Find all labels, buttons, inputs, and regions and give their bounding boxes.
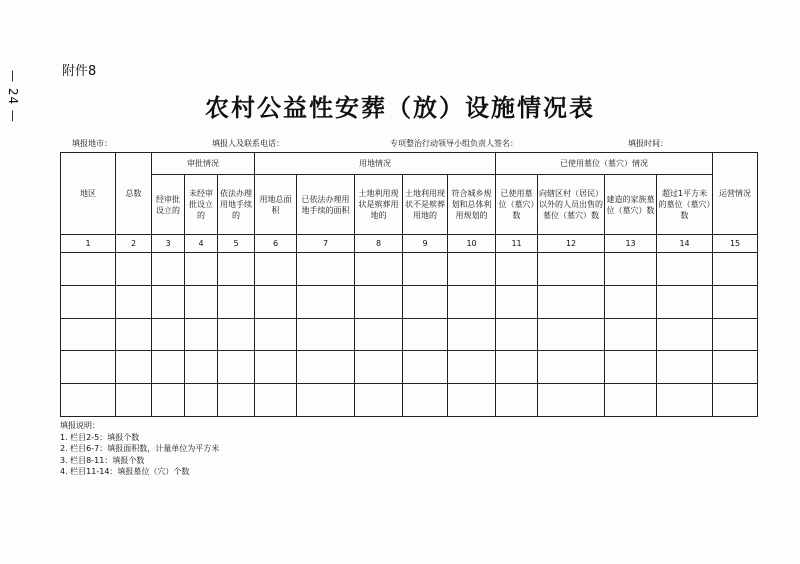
table-cell[interactable] [255, 253, 297, 286]
table-cell[interactable] [448, 253, 496, 286]
note-item: 4. 栏目11-14：填报墓位（穴）个数 [60, 467, 190, 476]
table-cell[interactable] [218, 351, 255, 384]
table-cell[interactable] [538, 351, 605, 384]
column-number-row [61, 235, 758, 253]
col-number: 5 [218, 235, 255, 253]
table-row [61, 351, 758, 384]
table-cell[interactable] [605, 318, 657, 351]
table-cell[interactable] [657, 285, 713, 318]
header-approval-group: 审批情况 [152, 153, 255, 175]
table-cell[interactable] [152, 351, 185, 384]
col-number: 6 [255, 235, 297, 253]
table-cell[interactable] [185, 351, 218, 384]
table-cell[interactable] [403, 253, 448, 286]
table-cell[interactable] [61, 351, 116, 384]
notes-title: 填报说明： [60, 421, 100, 430]
header-operation: 运营情况 [713, 153, 758, 235]
table-cell[interactable] [255, 384, 297, 417]
header-col-13: 建造的家族墓位（墓穴）数 [605, 175, 657, 235]
col-number: 8 [355, 235, 403, 253]
col-number: 2 [116, 235, 152, 253]
fill-in-fields [0, 138, 800, 152]
table-cell[interactable] [496, 384, 538, 417]
table-cell[interactable] [61, 253, 116, 286]
table-cell[interactable] [496, 253, 538, 286]
table-cell[interactable] [448, 318, 496, 351]
header-col-8: 土地利用现状是殡葬用地的 [355, 175, 403, 235]
table-cell[interactable] [657, 253, 713, 286]
table-cell[interactable] [448, 351, 496, 384]
table-cell[interactable] [713, 318, 758, 351]
header-col-12: 向辖区村（居民）以外的人员出售的墓位（墓穴）数 [538, 175, 605, 235]
table-cell[interactable] [355, 351, 403, 384]
header-col-6: 用地总面积 [255, 175, 297, 235]
table-cell[interactable] [297, 351, 355, 384]
fill-leader-label: 专项整治行动领导小组负责人签名： [390, 139, 518, 148]
header-col-4: 未经审批设立的 [185, 175, 218, 235]
table-cell[interactable] [657, 384, 713, 417]
table-cell[interactable] [403, 384, 448, 417]
header-used-group: 已使用墓位（墓穴）情况 [496, 153, 713, 175]
table-row [61, 285, 758, 318]
col-number: 10 [448, 235, 496, 253]
table-cell[interactable] [218, 384, 255, 417]
table-cell[interactable] [355, 285, 403, 318]
table-cell[interactable] [605, 351, 657, 384]
col-number: 1 [61, 235, 116, 253]
document-title: 农村公益性安葬（放）设施情况表 [205, 93, 595, 122]
table-cell[interactable] [605, 253, 657, 286]
col-number: 11 [496, 235, 538, 253]
page-number: — 24 — [6, 70, 20, 123]
table-cell[interactable] [496, 285, 538, 318]
table-cell[interactable] [116, 351, 152, 384]
table-cell[interactable] [355, 253, 403, 286]
table-cell[interactable] [61, 384, 116, 417]
table-cell[interactable] [185, 318, 218, 351]
table-cell[interactable] [255, 285, 297, 318]
table-cell[interactable] [152, 253, 185, 286]
table-cell[interactable] [218, 285, 255, 318]
header-land-group: 用地情况 [255, 153, 496, 175]
header-total: 总数 [116, 153, 152, 235]
header-col-5: 依法办理用地手续的 [218, 175, 255, 235]
table-row [61, 384, 758, 417]
header-col-9: 土地利用现状不是殡葬用地的 [403, 175, 448, 235]
table-cell[interactable] [403, 318, 448, 351]
col-number: 7 [297, 235, 355, 253]
table-cell[interactable] [116, 318, 152, 351]
table-row [61, 318, 758, 351]
table-cell[interactable] [605, 285, 657, 318]
table-cell[interactable] [218, 253, 255, 286]
table-cell[interactable] [403, 351, 448, 384]
table-cell[interactable] [538, 318, 605, 351]
table-cell[interactable] [448, 384, 496, 417]
table-cell[interactable] [355, 318, 403, 351]
table-cell[interactable] [116, 253, 152, 286]
table-cell[interactable] [297, 318, 355, 351]
facilities-table [60, 152, 758, 417]
col-number: 12 [538, 235, 605, 253]
col-number: 14 [657, 235, 713, 253]
col-number: 15 [713, 235, 758, 253]
note-item: 2. 栏目6-7：填报面积数，计量单位为平方米 [60, 444, 220, 453]
header-col-3: 经审批设立的 [152, 175, 185, 235]
table-cell[interactable] [61, 318, 116, 351]
table-cell[interactable] [152, 384, 185, 417]
table-cell[interactable] [255, 351, 297, 384]
table-row [61, 253, 758, 286]
note-item: 1. 栏目2-5：填报个数 [60, 432, 140, 442]
table-cell[interactable] [152, 318, 185, 351]
table-cell[interactable] [496, 351, 538, 384]
attachment-label: 附件8 [62, 64, 97, 79]
table-cell[interactable] [496, 318, 538, 351]
col-number: 9 [403, 235, 448, 253]
filling-instructions [60, 420, 219, 478]
header-col-14: 超过1平方米的墓位（墓穴）数 [657, 175, 713, 235]
table-cell[interactable] [185, 384, 218, 417]
table-cell[interactable] [657, 351, 713, 384]
table-cell[interactable] [255, 318, 297, 351]
header-col-10: 符合城乡规划和总体利用规划的 [448, 175, 496, 235]
col-number: 3 [152, 235, 185, 253]
header-col-7: 已依法办理用地手续的面积 [297, 175, 355, 235]
table-cell[interactable] [297, 285, 355, 318]
table-cell[interactable] [538, 384, 605, 417]
col-number: 13 [605, 235, 657, 253]
table-cell[interactable] [713, 285, 758, 318]
header-col-11: 已使用墓位（墓穴）数 [496, 175, 538, 235]
table-cell[interactable] [713, 253, 758, 286]
table-cell[interactable] [538, 253, 605, 286]
table-cell[interactable] [713, 384, 758, 417]
table-cell[interactable] [185, 253, 218, 286]
table-cell[interactable] [605, 384, 657, 417]
table-cell[interactable] [116, 285, 152, 318]
col-number: 4 [185, 235, 218, 253]
table-cell[interactable] [657, 318, 713, 351]
table-cell[interactable] [297, 384, 355, 417]
table-cell[interactable] [61, 285, 116, 318]
table-cell[interactable] [185, 285, 218, 318]
header-region: 地区 [61, 153, 116, 235]
note-item: 3. 栏目8-11：填报个数 [60, 455, 145, 465]
fill-date-label: 填报时间： [628, 139, 668, 148]
table-cell[interactable] [116, 384, 152, 417]
table-cell[interactable] [152, 285, 185, 318]
table-cell[interactable] [218, 318, 255, 351]
table-cell[interactable] [448, 285, 496, 318]
fill-contact-label: 填报人及联系电话： [212, 139, 284, 148]
table-cell[interactable] [538, 285, 605, 318]
table-cell[interactable] [297, 253, 355, 286]
table-cell[interactable] [713, 351, 758, 384]
table-cell[interactable] [403, 285, 448, 318]
table-cell[interactable] [355, 384, 403, 417]
fill-region-label: 填报地市： [72, 139, 112, 148]
